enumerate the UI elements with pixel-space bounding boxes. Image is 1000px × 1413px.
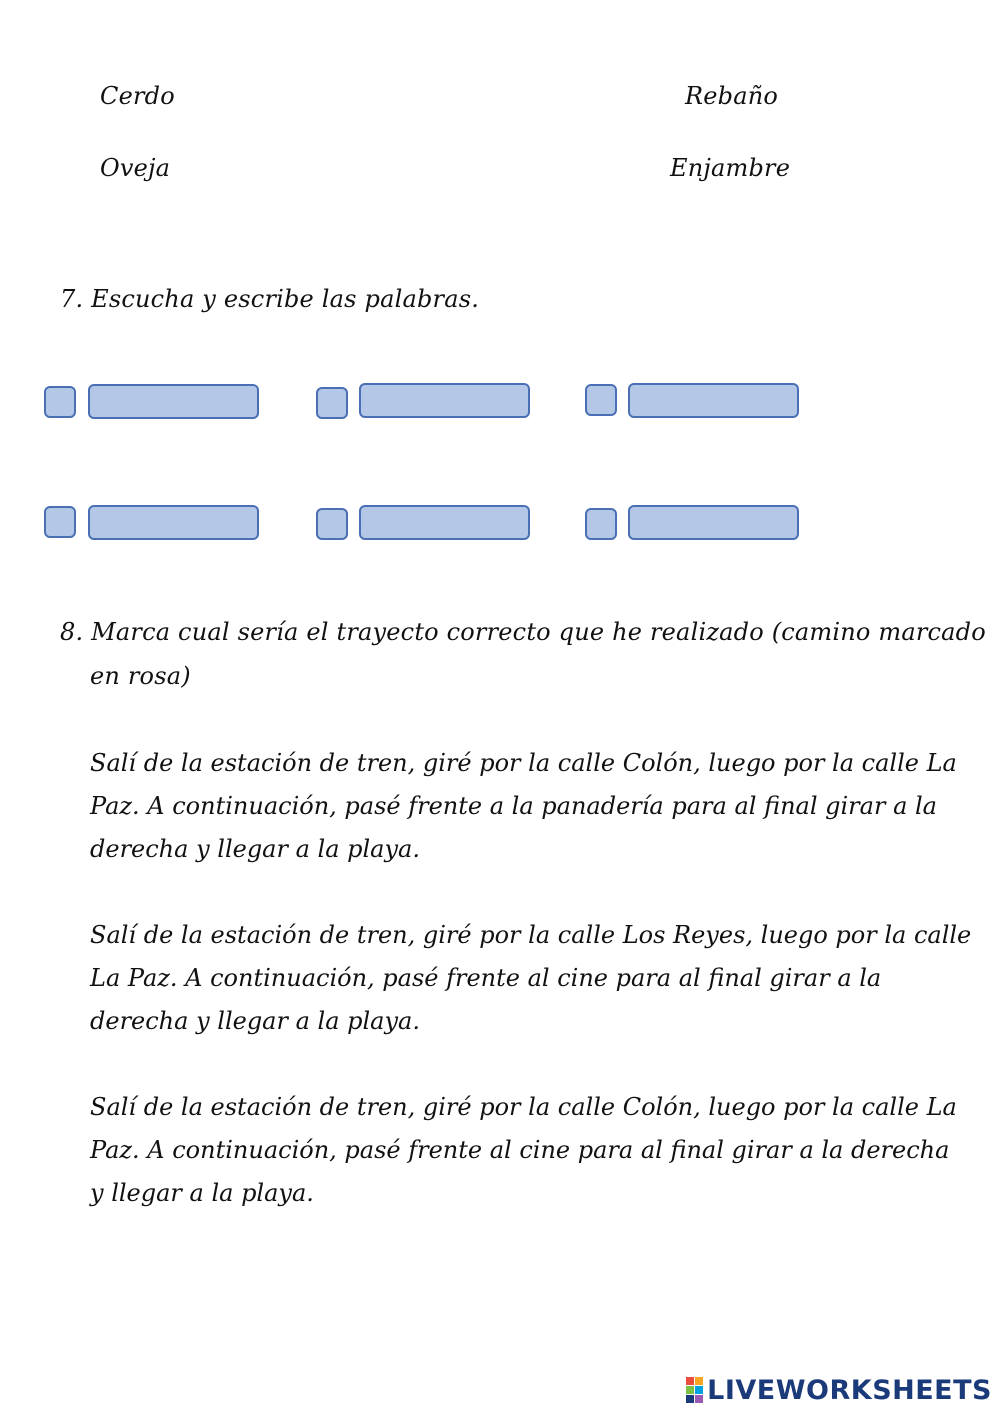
route-option-3-line: y llegar a la playa. — [90, 1179, 314, 1207]
answer-checkbox-4[interactable] — [44, 506, 76, 538]
word-cerdo: Cerdo — [100, 82, 175, 110]
route-option-1[interactable] — [90, 742, 957, 871]
route-option-3[interactable] — [90, 1086, 957, 1215]
answer-input-3[interactable] — [628, 383, 799, 418]
route-option-2-line: Salí de la estación de tren, giré por la calle Los Reyes, luego por la calle — [90, 921, 972, 949]
answer-input-4[interactable] — [88, 505, 259, 540]
answer-checkbox-1[interactable] — [44, 386, 76, 418]
route-option-2[interactable] — [90, 914, 972, 1043]
exercise-8-title: 8. Marca cual sería el trayecto correcto que he realizado (camino marcado — [60, 618, 986, 646]
word-enjambre: Enjambre — [670, 154, 791, 182]
word-rebano: Rebaño — [685, 82, 779, 110]
route-option-1-line: Paz. A continuación, pasé frente a la panadería para al final girar a la — [90, 792, 937, 820]
liveworksheets-logo — [686, 1375, 992, 1405]
logo-mark-icon — [686, 1377, 703, 1403]
answer-checkbox-5[interactable] — [316, 508, 348, 540]
answer-checkbox-3[interactable] — [585, 384, 617, 416]
answer-input-6[interactable] — [628, 505, 799, 540]
exercise-8-title-cont: en rosa) — [90, 662, 191, 690]
answer-checkbox-6[interactable] — [585, 508, 617, 540]
route-option-2-line: La Paz. A continuación, pasé frente al cine para al final girar a la — [90, 964, 882, 992]
route-option-1-line: Salí de la estación de tren, giré por la calle Colón, luego por la calle La — [90, 749, 957, 777]
logo-text: LIVEWORKSHEETS — [707, 1374, 992, 1406]
answer-input-5[interactable] — [359, 505, 530, 540]
route-option-2-line: derecha y llegar a la playa. — [90, 1007, 420, 1035]
route-option-3-line: Salí de la estación de tren, giré por la calle Colón, luego por la calle La — [90, 1093, 957, 1121]
exercise-7-title: 7. Escucha y escribe las palabras. — [60, 285, 480, 313]
route-option-3-line: Paz. A continuación, pasé frente al cine para al final girar a la derecha — [90, 1136, 950, 1164]
word-oveja: Oveja — [100, 154, 171, 182]
route-option-1-line: derecha y llegar a la playa. — [90, 835, 420, 863]
answer-checkbox-2[interactable] — [316, 387, 348, 419]
answer-input-2[interactable] — [359, 383, 530, 418]
answer-input-1[interactable] — [88, 384, 259, 419]
